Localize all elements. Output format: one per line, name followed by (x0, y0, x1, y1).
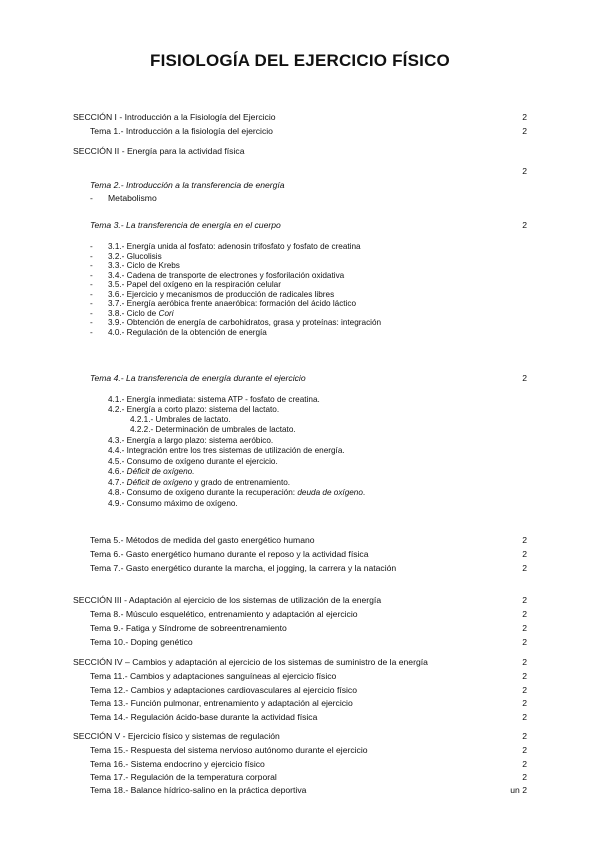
tema-17-page: 2 (522, 772, 527, 782)
tema-3-item (90, 280, 281, 290)
tema-8-page: 2 (522, 609, 527, 619)
tema-16: Tema 16.- Sistema endocrino y ejercicio físico (90, 759, 265, 769)
tema-3-item (90, 299, 356, 309)
tema-4-item-italic: Déficit de oxígeno (126, 477, 193, 487)
tema-3-item (90, 261, 180, 271)
bullet-dash: - (90, 242, 93, 251)
tema-4-item: 4.5.- Consumo de oxígeno durante el ejercicio. (108, 456, 278, 466)
bullet-dash: - (90, 251, 93, 261)
tema-3-item (90, 252, 162, 262)
tema-3-item-label: 3.4.- Cadena de transporte de electrones y fosforilación oxidativa (108, 270, 345, 280)
tema-4-item: 4.2.- Energía a corto plazo: sistema del lactato. (108, 405, 280, 414)
tema-4-item: 4.1.- Energía inmediata: sistema ATP - fosfato de creatina. (108, 395, 320, 404)
tema-4-item: 4.3.- Energía a largo plazo: sistema aeróbico. (108, 436, 274, 445)
tema-1: Tema 1.- Introducción a la fisiología del ejercicio (90, 126, 273, 136)
tema-13-page: 2 (522, 698, 527, 708)
tema-9: Tema 9.- Fatiga y Síndrome de sobreentrenamiento (90, 623, 287, 633)
tema-3-page: 2 (522, 220, 527, 230)
tema-2: Tema 2.- Introducción a la transferencia de energía (90, 180, 285, 190)
tema-4-item-italic: deuda de oxígeno (297, 488, 363, 497)
tema-4: Tema 4.- La transferencia de energía durante el ejercicio (90, 373, 306, 383)
section-4-page: 2 (522, 657, 527, 667)
tema-4-subitem: 4.2.2.- Determinación de umbrales de lactato. (130, 425, 296, 434)
section-4-heading: SECCIÓN IV – Cambios y adaptación al ejercicio de los sistemas de suministro de la energía (73, 657, 428, 667)
tema-16-page: 2 (522, 759, 527, 769)
tema-7-page: 2 (522, 563, 527, 573)
tema-10: Tema 10.- Doping genético (90, 637, 193, 647)
bullet-dash: - (90, 308, 93, 318)
tema-8: Tema 8.- Músculo esquelético, entrenamiento y adaptación al ejercicio (90, 609, 358, 619)
tema-5-page: 2 (522, 535, 527, 545)
document-title: FISIOLOGÍA DEL EJERCICIO FÍSICO (150, 51, 450, 70)
bullet-dash: - (90, 270, 93, 280)
tema-15: Tema 15.- Respuesta del sistema nervioso autónomo durante el ejercicio (90, 745, 368, 755)
tema-12-page: 2 (522, 685, 527, 695)
tema-7: Tema 7.- Gasto energético durante la marcha, el jogging, la carrera y la natación (90, 563, 397, 573)
tema-3-item (90, 328, 267, 338)
bullet-dash: - (90, 327, 93, 337)
tema-4-item-label: 4.7.- (108, 477, 125, 487)
tema-3-item-label: 3.2.- Glucolisis (108, 251, 162, 261)
tema-4-item (108, 478, 290, 488)
tema-3-item-label: 3.3.- Ciclo de Krebs (108, 261, 180, 270)
tema-4-item (108, 467, 195, 477)
tema-4-item-italic: Déficit de oxígeno. (126, 467, 195, 476)
tema-3-item-label: 3.5.- Papel del oxígeno en la respiración celular (108, 280, 281, 289)
tema-4-subitem: 4.2.1.- Umbrales de lactato. (130, 415, 231, 424)
tema-17: Tema 17.- Regulación de la temperatura corporal (90, 772, 277, 782)
tema-3-item (90, 271, 344, 281)
tema-4-item-rest: y grado de entrenamiento. (192, 477, 291, 487)
bullet-dash: - (90, 299, 93, 308)
section-2-heading: SECCIÓN II - Energía para la actividad física (73, 146, 245, 156)
tema-14: Tema 14.- Regulación ácido-base durante la actividad física (90, 712, 318, 722)
tema-14-page: 2 (522, 712, 527, 722)
tema-2-subitem (90, 193, 157, 204)
tema-1-page: 2 (522, 126, 527, 136)
tema-3-item-label: 4.0.- Regulación de la obtención de energía (108, 327, 267, 337)
tema-3-item (90, 318, 381, 328)
tema-3-item-label: 3.9.- Obtención de energía de carbohidratos, grasa y proteínas: integración (108, 318, 382, 327)
tema-3-item (90, 309, 174, 319)
tema-3-item-label: 3.7.- Energía aeróbica frente anaeróbica: formación del ácido láctico (108, 299, 357, 308)
tema-3-item (90, 242, 361, 252)
tema-11: Tema 11.- Cambios y adaptaciones sanguíneas al ejercicio físico (90, 671, 337, 681)
tema-3-item-italic: Cori (158, 308, 174, 318)
tema-4-item (108, 488, 365, 498)
bullet-dash: - (90, 193, 93, 203)
tema-3: Tema 3.- La transferencia de energía en el cuerpo (90, 220, 281, 230)
section-1-page: 2 (522, 112, 527, 122)
tema-18-page: un 2 (510, 785, 527, 795)
section-3-page: 2 (522, 595, 527, 605)
tema-4-item-end: . (362, 488, 366, 497)
section-1-heading: SECCIÓN I - Introducción a la Fisiología del Ejercicio (73, 112, 276, 122)
tema-4-item-label: 4.6.- (108, 467, 125, 476)
tema-12: Tema 12.- Cambios y adaptaciones cardiovasculares al ejercicio físico (90, 685, 358, 695)
tema-5: Tema 5.- Métodos de medida del gasto energético humano (90, 535, 315, 545)
tema-15-page: 2 (522, 745, 527, 755)
bullet-dash: - (90, 318, 93, 327)
tema-9-page: 2 (522, 623, 527, 633)
tema-10-page: 2 (522, 637, 527, 647)
bullet-dash: - (90, 280, 93, 289)
tema-3-item (90, 290, 334, 300)
bullet-dash: - (90, 261, 93, 270)
tema-4-item-label: 4.8.- Consumo de oxígeno durante la recuperación: (108, 488, 296, 497)
tema-4-item: 4.4.- Integración entre los tres sistemas de utilización de energía. (108, 446, 345, 455)
tema-2-subitem-label: Metabolismo (108, 193, 157, 203)
tema-4-page: 2 (522, 373, 527, 383)
section-2-page: 2 (522, 166, 527, 176)
tema-6: Tema 6.- Gasto energético humano durante el reposo y la actividad física (90, 549, 369, 559)
tema-4-item: 4.9.- Consumo máximo de oxígeno. (108, 498, 238, 508)
tema-18: Tema 18.- Balance hídrico-salino en la práctica deportiva (90, 785, 307, 795)
section-3-heading: SECCIÓN III - Adaptación al ejercicio de los sistemas de utilización de la energía (73, 595, 382, 605)
tema-13: Tema 13.- Función pulmonar, entrenamiento y adaptación al ejercicio (90, 698, 353, 708)
tema-6-page: 2 (522, 549, 527, 559)
tema-3-item-label: 3.8.- Ciclo de (108, 308, 157, 318)
bullet-dash: - (90, 289, 93, 299)
tema-11-page: 2 (522, 671, 527, 681)
section-5-heading: SECCIÓN V - Ejercicio físico y sistemas de regulación (73, 731, 280, 741)
tema-3-item-label: 3.1.- Energía unida al fosfato: adenosin trifosfato y fosfato de creatina (108, 242, 361, 251)
tema-3-item-label: 3.6.- Ejercicio y mecanismos de producción de radicales libres (108, 289, 335, 299)
section-5-page: 2 (522, 731, 527, 741)
